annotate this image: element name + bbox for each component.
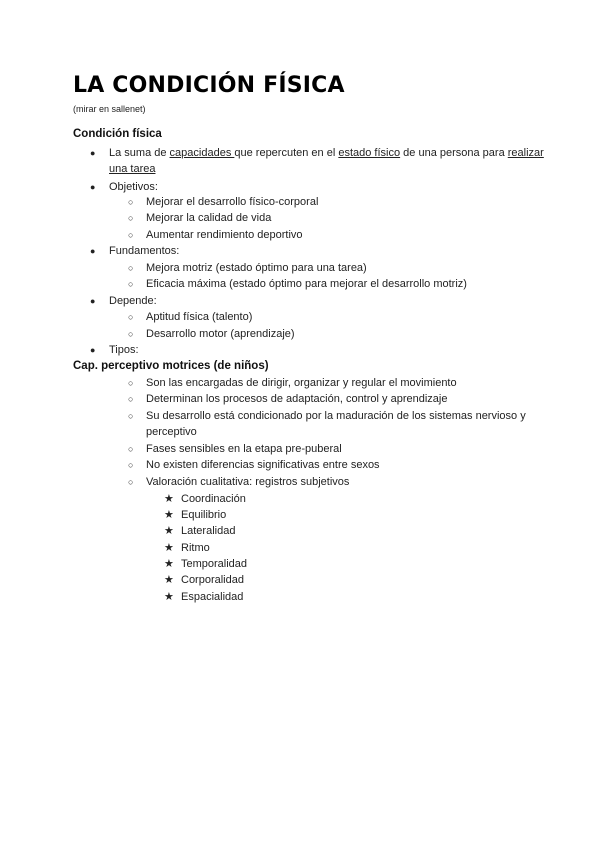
list-subitem: Fases sensibles en la etapa pre-puberal [146, 443, 342, 455]
list-item-depende: Depende: [109, 295, 157, 307]
bullet-hollow-icon: ○ [128, 444, 134, 454]
list-subitem: Su desarrollo está condicionado por la maduración de los sistemas nervioso y [146, 410, 526, 422]
star-item: Corporalidad [181, 574, 244, 586]
list-item-fundamentos: Fundamentos: [109, 245, 180, 257]
definition-underlined: estado físico [338, 147, 401, 159]
star-item: Ritmo [181, 542, 210, 554]
list-item-tipos: Tipos: [109, 344, 139, 356]
list-subitem: Mejora motriz (estado óptimo para una tarea) [146, 262, 367, 274]
page-subtitle: (mirar en sallenet) [73, 104, 146, 114]
list-subitem-continuation: perceptivo [146, 426, 197, 438]
definition-underlined: una tarea [109, 163, 156, 175]
list-subitem: Aptitud física (talento) [146, 311, 253, 323]
definition-text: La suma de [109, 147, 170, 159]
bullet-hollow-icon: ○ [128, 477, 134, 487]
star-bullet-icon: ★ [164, 525, 174, 537]
bullet-hollow-icon: ○ [128, 312, 134, 322]
bullet-hollow-icon: ○ [128, 213, 134, 223]
bullet-hollow-icon: ○ [128, 411, 134, 421]
section-heading-condicion: Condición física [73, 128, 162, 140]
list-subitem: Valoración cualitativa: registros subjetivos [146, 476, 350, 488]
star-item: Equilibrio [181, 509, 227, 521]
list-subitem: Desarrollo motor (aprendizaje) [146, 328, 295, 340]
bullet-filled-icon: ● [90, 246, 96, 256]
star-bullet-icon: ★ [164, 591, 174, 603]
bullet-hollow-icon: ○ [128, 378, 134, 388]
bullet-hollow-icon: ○ [128, 197, 134, 207]
list-subitem: Son las encargadas de dirigir, organizar y regular el movimiento [146, 377, 457, 389]
bullet-filled-icon: ● [90, 182, 96, 192]
star-bullet-icon: ★ [164, 574, 174, 586]
list-subitem: Eficacia máxima (estado óptimo para mejorar el desarrollo motriz) [146, 278, 467, 290]
bullet-filled-icon: ● [90, 345, 96, 355]
star-item: Lateralidad [181, 525, 236, 537]
list-subitem: No existen diferencias significativas entre sexos [146, 459, 380, 471]
definition-underlined: realizar [507, 147, 544, 159]
list-subitem: Mejorar el desarrollo físico-corporal [146, 196, 319, 208]
star-item: Coordinación [181, 493, 246, 505]
star-item: Temporalidad [181, 558, 248, 570]
star-bullet-icon: ★ [164, 558, 174, 570]
list-item-objetivos: Objetivos: [109, 181, 158, 193]
definition-line [109, 146, 544, 160]
bullet-filled-icon: ● [90, 296, 96, 306]
bullet-hollow-icon: ○ [128, 263, 134, 273]
star-bullet-icon: ★ [164, 493, 174, 505]
section-heading-capacidades: Cap. perceptivo motrices (de niños) [73, 360, 269, 372]
star-bullet-icon: ★ [164, 542, 174, 554]
star-bullet-icon: ★ [164, 509, 174, 521]
definition-underlined: capacidades [169, 147, 235, 159]
page-title: LA CONDICIÓN FÍSICA [73, 73, 345, 98]
list-subitem: Mejorar la calidad de vida [146, 212, 272, 224]
star-item: Espacialidad [181, 591, 244, 603]
bullet-hollow-icon: ○ [128, 279, 134, 289]
bullet-hollow-icon: ○ [128, 394, 134, 404]
bullet-hollow-icon: ○ [128, 329, 134, 339]
list-subitem: Aumentar rendimiento deportivo [146, 229, 303, 241]
definition-text: de una persona para [400, 147, 508, 159]
bullet-hollow-icon: ○ [128, 230, 134, 240]
definition-text: que repercuten en el [234, 147, 339, 159]
bullet-filled-icon: ● [90, 148, 96, 158]
list-subitem: Determinan los procesos de adaptación, control y aprendizaje [146, 393, 448, 405]
bullet-hollow-icon: ○ [128, 460, 134, 470]
